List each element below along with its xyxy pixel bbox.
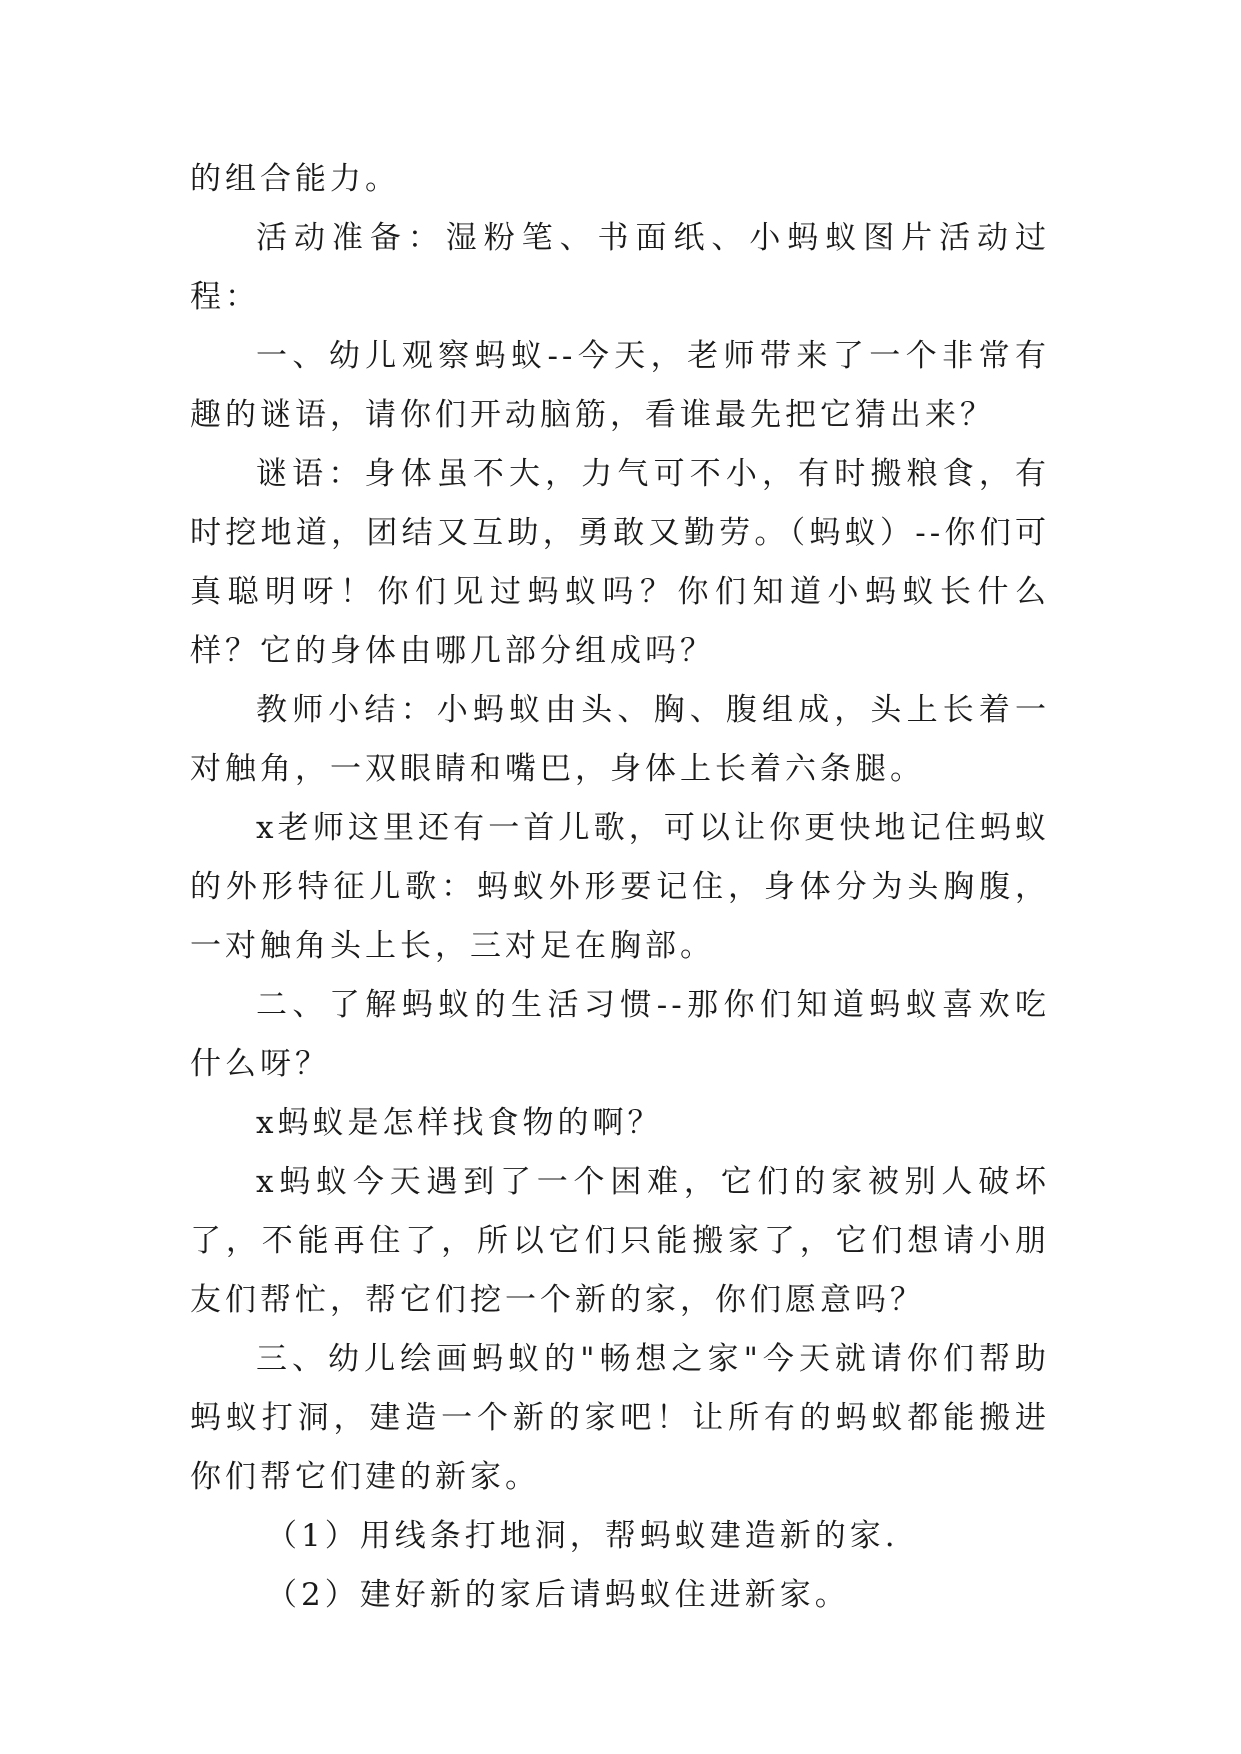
paragraph-difficulty: x蚂蚁今天遇到了一个困难，它们的家被别人破坏了，不能再住了，所以它们只能搬家了，它们想请小朋友们帮忙，帮它们挖一个新的家，你们愿意吗？ [190,1164,1050,1318]
paragraph-section-three: 三、幼儿绘画蚂蚁的"畅想之家"今天就请你们帮助蚂蚁打洞，建造一个新的家吧！让所有的蚂蚁都能搬进你们帮它们建的新家。 [190,1341,1050,1495]
list-item-step-2: （2）建好新的家后请蚂蚁住进新家。 [266,1577,850,1613]
paragraph-nursery-rhyme: x老师这里还有一首儿歌，可以让你更快地记住蚂蚁的外形特征儿歌：蚂蚁外形要记住，身体分为头胸腹，一对触角头上长，三对足在胸部。 [190,810,1050,964]
document-page [190,150,1050,1625]
paragraph-continuation: 的组合能力。 [190,161,400,197]
paragraph-activity-prep: 活动准备：湿粉笔、书面纸、小蚂蚁图片活动过程： [190,220,1050,315]
paragraph-find-food: x蚂蚁是怎样找食物的啊？ [256,1105,663,1141]
paragraph-section-one: 一、幼儿观察蚂蚁--今天，老师带来了一个非常有趣的谜语，请你们开动脑筋，看谁最先把它猜出来？ [190,338,1050,433]
list-item-step-1: （1）用线条打地洞，帮蚂蚁建造新的家. [266,1518,899,1554]
paragraph-riddle: 谜语：身体虽不大，力气可不小，有时搬粮食，有时挖地道，团结又互助，勇敢又勤劳。（蚂蚁）--你们可真聪明呀！你们见过蚂蚁吗？你们知道小蚂蚁长什么样？它的身体由哪几部分组成吗？ [190,456,1050,669]
paragraph-section-two: 二、了解蚂蚁的生活习惯--那你们知道蚂蚁喜欢吃什么呀？ [190,987,1050,1082]
paragraph-teacher-summary: 教师小结：小蚂蚁由头、胸、腹组成，头上长着一对触角，一双眼睛和嘴巴，身体上长着六条腿。 [190,692,1050,787]
